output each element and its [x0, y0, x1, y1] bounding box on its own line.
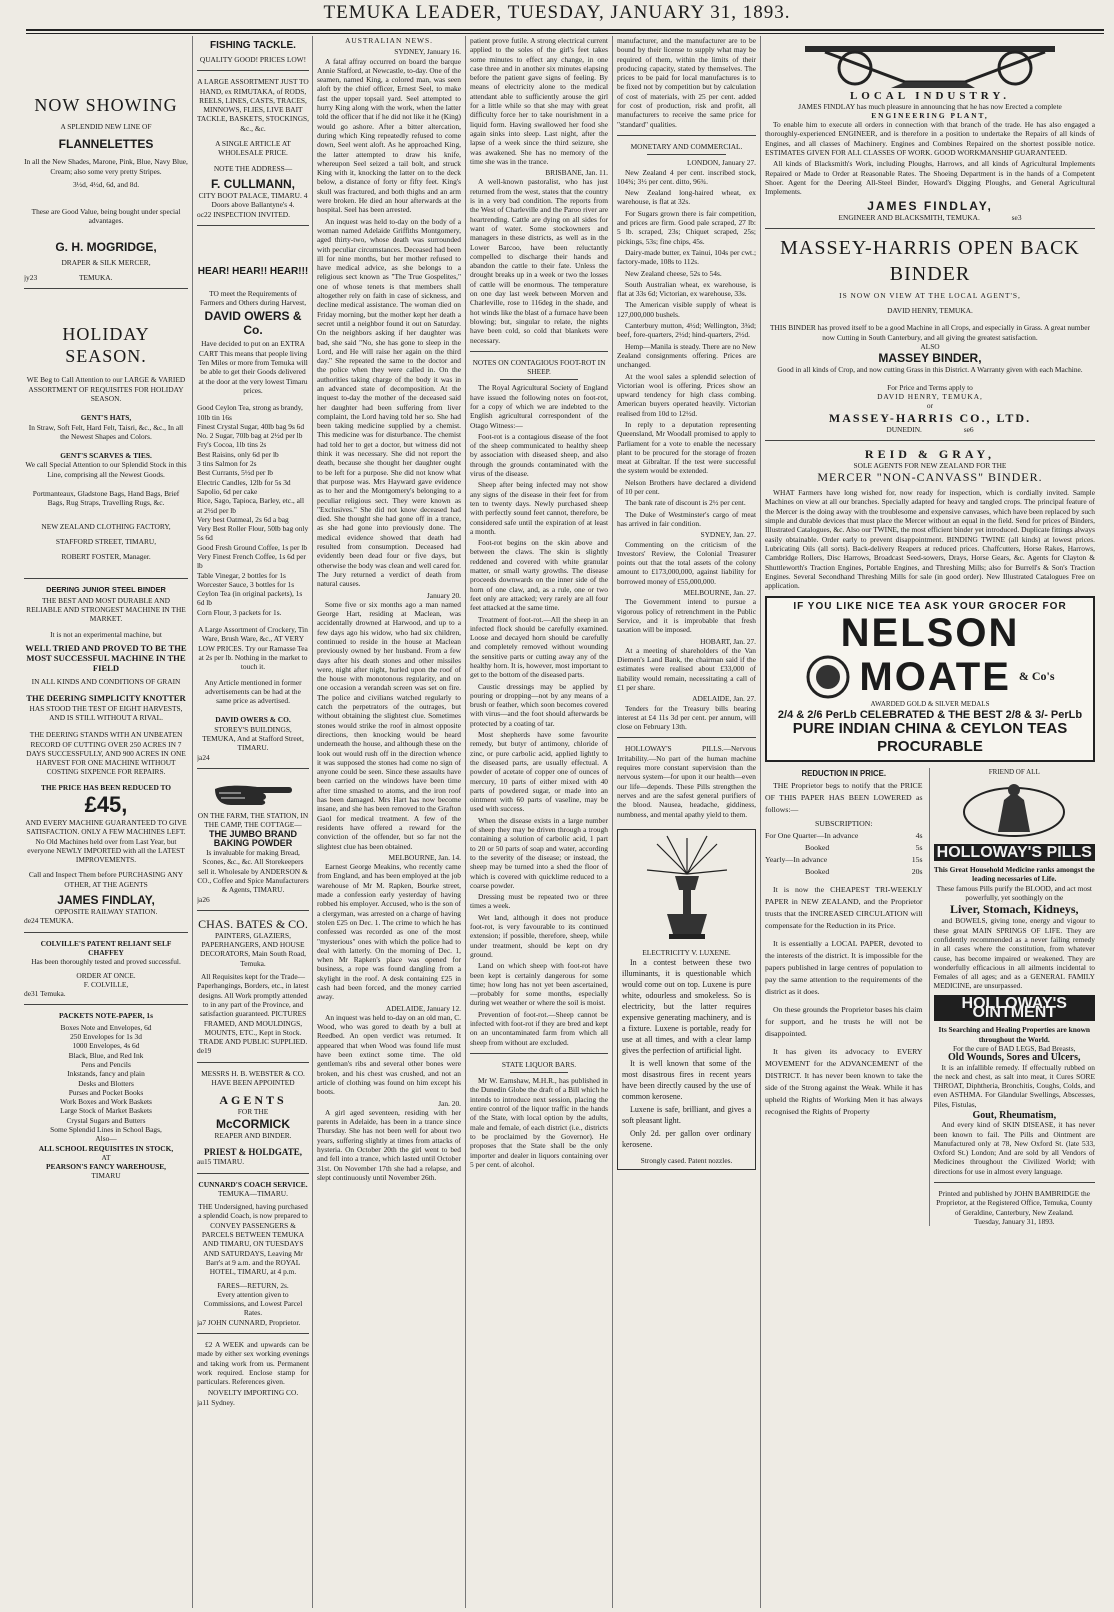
- article-paragraph: Treatment of foot-rot.—All the sheep in an infected flock should be carefully examined. Loose and decayed horn should be carefully and completely removed without wounding the sensitive parts or cutting away any of the healthy horn. It is, however, most important to get to the bottom of the diseased parts.: [470, 614, 608, 680]
- market-item: The American visible supply of wheat is 127,000,000 bushels.: [617, 300, 756, 319]
- market-item: The Government intend to pursue a vigorous policy of retrenchment in the Public Service, and it is improbable that fresh taxation will be imposed.: [617, 597, 756, 635]
- luxene-paragraph: It is well known that some of the most disastrous fires in recent years have been directly caused by the use of common kerosene.: [622, 1059, 751, 1102]
- owers-item: Very Best Roller Flour, 50lb bag only 5s 6d: [197, 524, 309, 543]
- reid-gray-heading: REID & GRAY,: [864, 446, 996, 461]
- reduction-column: [765, 768, 923, 1226]
- agents-for: FOR THE: [237, 1107, 269, 1117]
- novelty-name: NOVELTY IMPORTING CO.: [207, 1388, 299, 1398]
- massey-heading: MASSEY-HARRIS OPEN BACK BINDER: [780, 236, 1080, 285]
- findlay-address: OPPOSITE RAILWAY STATION.: [54, 907, 158, 917]
- colville-ref: de31 Temuka.: [24, 989, 66, 999]
- ointment-banner: HOLLOWAY'S OINTMENT: [934, 995, 1095, 1022]
- fishing-body: A LARGE ASSORTMENT JUST TO HAND, ex RIMUTAKA, of RODS, REELS, LINES, CASTS, TRACES, MINNOWS, FLIES, LIVE BAIT TACKLE, BASKETS, STOCKINGS, &c., &c.: [197, 77, 309, 133]
- hear-heading: HEAR! HEAR!! HEAR!!!: [197, 265, 309, 277]
- findlay-engineer-name: JAMES FINDLAY,: [867, 198, 993, 213]
- market-item: New Zealand long-haired wheat, ex warehouse, is flat at 32s.: [617, 188, 756, 207]
- packets-item: Desks and Blotters: [78, 1078, 134, 1088]
- mh-company: MASSEY-HARRIS CO., LTD.: [828, 410, 1032, 425]
- article-paragraph: An inquest was held to-day on an old man, C. Wood, who was gored to death by a bull at Reedbed. An open verdict was returned. It appeared that when Wood was found life must have been extinct some time. The old gentleman's ribs and several other bones were broken, and his chest was crushed, and not an article of clothing was found on him except his boots.: [317, 1012, 461, 1097]
- owers-item: Ceylon Tea (in original packets), 1s 6d lb: [197, 589, 303, 608]
- packets-item: 250 Envelopes for 1s 3d: [70, 1032, 142, 1042]
- mccormick-name: McCORMICK: [216, 1116, 290, 1131]
- column-rule: [612, 36, 613, 1608]
- owers2-address: STOREY'S BUILDINGS, TEMUKA, And at Stafford Street, TIMARU.: [202, 724, 304, 753]
- owers-item: Finest Crystal Sugar, 40lb bag 9s 6d: [197, 421, 305, 431]
- massey-sub: IS NOW ON VIEW AT THE LOCAL AGENT'S,: [839, 290, 1021, 300]
- packets-item: Inkstands, fancy and plain: [67, 1069, 145, 1079]
- owers-item: Very Finest French Coffee, 1s 6d per lb: [197, 551, 306, 571]
- masthead-rule-thin: [26, 33, 1104, 34]
- pills-body2: These famous Pills purify the BLOOD, and act most powerfully, yet soothingly on the: [936, 883, 1092, 903]
- reduction-heading: REDUCTION IN PRICE.: [801, 769, 886, 779]
- medal-icon: [805, 654, 851, 700]
- deering-body: THE BEST AND MOST DURABLE AND RELIABLE AND STRONGEST MACHINE IN THE MARKET.: [26, 595, 186, 624]
- colville-name: F. COLVILLE,: [83, 979, 129, 989]
- awarded-medals: AWARDED GOLD & SILVER MEDALS: [870, 699, 990, 708]
- mogridge-town: TEMUKA.: [79, 273, 113, 283]
- column-rule: [760, 36, 761, 1608]
- findlay-ref: de24 TEMUKA.: [24, 916, 74, 926]
- article-paragraph: Caustic dressings may be applied by pouring or dropping—not by any means of a brush or feather, which soon becomes covered with virus—and the foot should afterwards be protected by a coating of tar.: [470, 681, 608, 728]
- packets-item: Purses and Pocket Books: [68, 1087, 144, 1097]
- portmanteaux: Portmanteaux, Gladstone Bags, Hand Bags, Brief Bags, Rug Straps, Travelling Rugs, &c.: [32, 489, 180, 508]
- moate-row: [771, 654, 1089, 700]
- article-paragraph: The Royal Agricultural Society of England have issued the following notes on foot-rot, for a copy of which we are indebted to the English agricultural correspondent of the Otago Witness:—: [470, 383, 608, 430]
- subscription-row: [765, 842, 923, 854]
- knotter-title: THE DEERING SIMPLICITY KNOTTER: [26, 693, 186, 704]
- novelty-ref: ja11 Sydney.: [197, 1397, 235, 1407]
- market-item: Nelson Brothers have declared a dividend of 10 per cent.: [617, 477, 756, 497]
- mercer-heading: MERCER "NON-CANVASS" BINDER.: [817, 470, 1043, 485]
- packets-list: [24, 1023, 188, 1135]
- procurable: PROCURABLE: [877, 738, 983, 756]
- owers-crockery: A Large Assortment of Crockery, Tin Ware, Brush Ware, &c., AT VERY LOW PRICES. Try our Ramasse Tea at 2s per lb. Nothing in the market to touch it.: [198, 625, 308, 672]
- cunnard-fares: FARES—RETURN, 2s.: [217, 1280, 289, 1290]
- article-paragraph: patient prove futile. A strong electrical current applied to the soles of the girl's feet takes some minutes to effect any change, in one case three and in another six minutes elapsing before the patient gave signs of feeling. By means of electricity alone to the medical attendant able to sufficiently arouse the girl for a little while so that she may with great difficulty force her to take nourishment in a liquid form. Having swallowed her food she again sinks into sleep. Last night, after the lapse of a week since the third seizure, she was awakened. She has no memory of the time she was in the trance.: [470, 36, 608, 166]
- mogridge-ref: jy23: [24, 273, 38, 283]
- cullmann-name: F. CULLMANN,: [211, 176, 295, 191]
- packets-item: Work Boxes and Work Baskets: [60, 1097, 152, 1107]
- grounds-paragraph: On these grounds the Proprietor bases his claim for support, and he trusts he will not be disappointed.: [765, 1005, 923, 1039]
- dateline: BRISBANE, Jan. 11.: [545, 168, 608, 178]
- nz-address: STAFFORD STREET, TIMARU,: [55, 536, 157, 546]
- column-6: [765, 36, 1095, 1608]
- article-paragraph: manufacturer, and the manufacturer are to be bound by their license to supply what may be required of them, within the limits of their producing capacity, stated by themselves. The prices to be paid for local manufactures is to be fixed not by competition but by calculation of cost of materials, with 25 per cent. added for cost of production, risk and profit, all manufacturers to receive the same price for "standard" qualities.: [617, 36, 756, 129]
- ointment-body4: And every kind of SKIN DISEASE, it has never been known to fail. The Pills and Ointment are Manufactured only at 78, New Oxford St. (late 533, Oxford St.) London; And are sold by all Vendors of Medicines throughout the Civilized World; with directions for use in almost every language.: [933, 1120, 1095, 1176]
- column-2: [197, 36, 309, 1608]
- fishing-sub: QUALITY GOOD! PRICES LOW!: [199, 55, 307, 64]
- article-paragraph: Foot-rot is a contagious disease of the foot of the sheep communicated to healthy sheep by association with diseased sheep, and also through the grounds contaminated with the virus of the disease.: [470, 431, 608, 479]
- holloway-paragraph: HOLLOWAY'S PILLS.—Nervous Irritability.—No part of the human machine requires more constant supervision than the nervous system—for upon it our health—even our life—depends. These Pills strengthen the nerves and are the safest general purifiers of the blood. Nausea, headache, giddiness, numbness, and mental apathy yield to them.: [617, 744, 756, 819]
- owers-item: Best Currants, 5½d per lb: [197, 468, 273, 478]
- state-liquor-heading: STATE LIQUOR BARS.: [501, 1059, 577, 1069]
- moate-co: & Co's: [1018, 669, 1055, 684]
- plant-body: To enable him to execute all orders in connection with that branch of the trade. He has also engaged a thoroughly-experienced ENGINEER, and is therefore in a position to undertake the Repairs of all kinds of Engines, and all classes of Machinery. Engines and Combines Repaired on the shortest possible notice. ESTIMATES GIVEN FOR ALL CLASSES OF WORK. GOOD WORKMANSHIP GUARANTEED.: [765, 120, 1095, 158]
- dateline: Jan. 20.: [438, 1098, 461, 1108]
- local-industry-heading: LOCAL INDUSTRY.: [849, 90, 1011, 103]
- packets-also: Also—: [95, 1134, 117, 1144]
- flannel-body: In all the New Shades, Marone, Pink, Blue, Navy Blue, Cream; also some very pretty Stripes.: [24, 157, 188, 176]
- nelson-moate-ad: [765, 596, 1095, 762]
- lamp-icon: [637, 834, 737, 944]
- pearson-at: AT: [101, 1152, 111, 1162]
- column-rule: [312, 36, 313, 1608]
- footrot-heading: NOTES ON CONTAGIOUS FOOT-ROT IN SHEEP.: [472, 357, 606, 377]
- market-item: Hemp—Manila is steady. There are no New Zealand consignments offering. Prices are unchanged.: [617, 341, 756, 370]
- pills-body3: and BOWELS, giving tone, energy and vigour to these great MAIN SPRINGS OF LIFE. They are confidently recommended as a never failing remedy in all cases where the constitution, from whatever cause, has become impaired or weakened. They are wonderfully efficacious in all ailments incidental to Females of all ages; and as a GENERAL FAMILY MEDICINE, are unsurpassed.: [933, 916, 1095, 991]
- owers-name: DAVID OWERS & Co.: [204, 309, 302, 338]
- fishing-note: NOTE THE ADDRESS—: [213, 163, 293, 173]
- owers-item: Corn Flour, 3 packets for 1s.: [197, 607, 282, 617]
- pearson-town: TIMARU: [91, 1171, 121, 1181]
- flannelettes-heading: FLANNELETTES: [58, 137, 154, 152]
- masthead-rule: [26, 29, 1104, 31]
- packets-item: Some Splendid Lines in School Bags,: [50, 1125, 162, 1134]
- mogridge-name: G. H. MOGRIDGE,: [55, 239, 157, 254]
- packets-item: Pens and Pencils: [81, 1059, 131, 1069]
- jumbo-ref: ja26: [197, 894, 210, 904]
- reid-sub: SOLE AGENTS FOR NEW ZEALAND FOR THE: [853, 460, 1007, 470]
- cunnard-body: THE Undersigned, having purchased a splendid Coach, is now prepared to CONVEY PASSENGERS & PARCELS BETWEEN TEMUKA AND TIMARU, ON TUESDAYS AND SATURDAYS, Leaving Mr Barr's at 9 a.m. and the ROYAL HOTEL, TIMARU, at 4 p.m.: [198, 1202, 308, 1277]
- holloway-column: [929, 768, 1095, 1226]
- cunnard-route: TEMUKA—TIMARU.: [217, 1188, 288, 1198]
- flannel-note: These are Good Value, being bought under special advantages.: [31, 207, 181, 226]
- bates-name: CHAS. BATES & CO.: [198, 916, 308, 931]
- deering-call: Call and Inspect Them before PURCHASING ANY OTHER, AT THE AGENTS: [28, 870, 184, 889]
- owers2-ref: ja24: [197, 752, 210, 762]
- scarves-body: We call Special Attention to our Splendid Stock in this Line, comprising all the Newest Goods.: [25, 460, 187, 479]
- knotter-body: HAS STOOD THE TEST OF EIGHT HARVESTS, AND IS STILL WITHOUT A RIVAL.: [29, 703, 183, 722]
- gout-heading: Gout, Rheumatism,: [972, 1110, 1057, 1121]
- owers-item: No. 2 Sugar, 70lb bag at 2½d per lb: [197, 431, 303, 441]
- market-item: In reply to a deputation representing Queensland, Mr Woodall promised to apply to Parliament for a vote to enable the necessary plant to be procured for the storage of frozen meat at Gibraltar. If the test were successful the system would be extended.: [617, 419, 756, 476]
- market-item: The Duke of Westminster's cargo of meat has arrived in fair condition.: [617, 509, 756, 528]
- deering-stands: THE DEERING STANDS WITH AN UNBEATEN RECORD OF CUTTING OVER 250 ACRES IN 7 DAYS SUCCESSFULLY, AND 900 ACRES IN ONE HARVEST FOR ONE MACHINE WITHOUT COSTING SIXPENCE FOR REPAIRS.: [26, 730, 186, 777]
- owers-item: Table Vinegar, 2 bottles for 1s: [197, 570, 286, 580]
- lamp-illustration: [622, 834, 751, 944]
- luxene-footer: Strongly cased. Patent nozzles.: [640, 1156, 733, 1166]
- bottom-split: [765, 768, 1095, 1226]
- owers-item: Fry's Cocoa, 1lb tins 2s: [197, 440, 267, 450]
- plough-icon: [765, 36, 1095, 90]
- article-paragraph: Sheep after being infected may not show any signs of the disease in their feet for from ten to twenty days. Newly purchased sheep with perfectly sound feet cannot, therefore, be considered safe until the expiration of at least a month.: [470, 480, 608, 536]
- cunnard-note: Every attention given to Commissions, and Lowest Parcel Rates.: [203, 1289, 303, 1318]
- market-item: Canterbury mutton, 4½d; Wellington, 3¾d; beef, fore-quarters, 2½d; hind-quarters, 2½d.: [617, 321, 756, 340]
- colville-order: ORDER AT ONCE.: [76, 970, 136, 980]
- two-pound-ad: £2 A WEEK and upwards can be made by either sex working evenings and taking work from us. Permanent work required. Enclose stamp for particulars. References given.: [197, 1339, 309, 1387]
- deering-guarantee: AND EVERY MACHINE GUARANTEED TO GIVE SATISFACTION. ONLY A FEW MACHINES LEFT. No Old Machines held over from Last Year, but everyone NEWLY IMPORTED with all the LATEST IMPROVEMENTS.: [25, 817, 187, 865]
- owers-body: Have decided to put on an EXTRA CART This means that people living Ten Miles or more from Temuka will be able to get their Goods delivered at the door at the very lowest Timaru prices.: [198, 339, 308, 395]
- ointment-body: Its Searching and Healing Properties are known throughout the World.: [938, 1025, 1091, 1044]
- australian-news-heading: AUSTRALIAN NEWS.: [345, 36, 433, 45]
- article-paragraph: Most shepherds have some favourite remedy, but butyr of antimony, chloride of zinc, or pure carbolic acid, applied lightly to the diseased parts, are usually effectual. A powder of acetate of copper one of ounces of mercury, 10 parts of either mixed with 40 parts of powdered sugar, or made into an ointment with 60 parts of vaseline, may be used with success.: [470, 730, 608, 814]
- cullmann-address: CITY BOOT PALACE, TIMARU. 4 Doors above Ballantyne's 4.: [198, 190, 308, 210]
- subscription-row: [765, 854, 923, 866]
- tea-banner: IF YOU LIKE NICE TEA ASK YOUR GROCER FOR: [793, 601, 1067, 613]
- dateline: ADELAIDE, Jan. 27.: [692, 694, 756, 704]
- colville-body: Has been thoroughly tested and proved successful.: [31, 957, 181, 967]
- deering-tried: WELL TRIED AND PROVED TO BE THE MOST SUCCESSFUL MACHINE IN THE FIELD: [25, 643, 187, 674]
- column-5: [617, 36, 756, 1608]
- findlay-engineer-trade: ENGINEER AND BLACKSMITH, TEMUKA.: [838, 212, 980, 222]
- article-paragraph: A fatal affray occurred on board the barque Annie Stafford, at Newcastle, to-day. One of the seamen, named King, a colored man, was seen aloft by the chief officer, Ernest Seel, to make fast the upper topsail yard. Seel attempted to hurry King along with the work, when the latter told the officer that if he did not like it he (King) would go ashore. After a bitter altercation, during which King repeatedly refused to come down, Seel went aloft. As he approached King, the latter attempted to draw his knife, whereupon Seel seized a tail bolt, and struck King with it, knocking the latter on to the deck below, a distance of forty or fifty feet. King's skull was fractured, and both thighs and an arm were broken. He died an hour afterwards at the hospital. Seel has been arrested.: [317, 56, 461, 215]
- owers-item: 3 tins Salmon for 2s: [197, 459, 257, 469]
- market-item: At a meeting of shareholders of the Van Diemen's Land Bank, the chairman said if the estimates were realised about £33,000 of liability would remain, necessitating a call of £1 per share.: [617, 645, 756, 692]
- bates-ref: de19: [197, 1046, 212, 1056]
- owers-item: Rice, Sago, Tapioca, Barley, etc., all at 2½d per lb: [197, 496, 305, 515]
- masthead: TEMUKA LEADER, TUESDAY, JANUARY 31, 1893.: [323, 2, 791, 23]
- pure-teas: PURE INDIAN CHINA & CEYLON TEAS: [792, 720, 1068, 738]
- column-rule: [465, 36, 466, 1608]
- article-paragraph: Mr W. Earnshaw, M.H.R., has published in the Dunedin Globe the draft of a Bill which he intends to introduce next session, placing the entire control of the liquor traffic in the hands of the State, with local option by the adults, male and female, of each district (i.e., districts to be proclaimed by the Governor). He proposes that the State shall be the only importer and dealer in liquors containing over 5 per cent. of alcohol.: [470, 1076, 608, 1169]
- article-paragraph: Earnest George Meakins, who recently came from England, and has been employed at the job warehouse of Mr M. Rapken, Bourke street, made a confession early yesterday of having robbed his employer. Accused, who is the son of a clergyman, was arrested on a charge of having stolen £25 on Dec. 1. The crime to which he has confessed was recorded as one of the most "mysterious" ones with which the police had to deal with latterly. On the morning of Dec. 1, when Mr Rapken's place was opened for business, a rope was found dangling from a skylight in the roof. A desk containing £25 in cash had been forced, and the money carried away.: [317, 862, 461, 1002]
- column-3: [317, 36, 461, 1608]
- dunedin-label: DUNEDIN.: [886, 424, 922, 434]
- massey-body: THIS BINDER has proved itself to be a good Machine in all Crops, and especially in Grass. A great number now Cutting in South Canterbury, and all giving the greatest satisfaction.: [770, 323, 1090, 342]
- article-paragraph: Some five or six months ago a man named George Hart, residing at Maclean, was accidentally drowned at Harwood, and up to a few days ago his widow, who had six children, continued to reside in the house at Maclean previously owned by her husband. From a few days after his death stones and other missiles were, night after night, hurled upon the roof of the house with monotonous regularity, and on one occasion a verandah screen was set on fire. The police and civilians watched regularly to catch the perpetrators of the outrages, but without obtaining the slightest clue. Sometimes stones would strike the roof in almost opposite directions, then knocking would be heard underneath the house, and although these on the look out would rush off in the direction whence it was supposed the stones had come no sign of anyone could be seen. Since these assaults have been carried on the windows have been time after time smashed to atoms, and the iron roof has been damaged. Mrs Hart has now become insane, and she has been removed to the Grafton Gaol for medical treatment. A few of the residents have offered a reward for the conviction of the offender, but so far not the slightest clue has been obtained.: [317, 599, 461, 851]
- pearson-name: PEARSON'S FANCY WAREHOUSE,: [46, 1162, 166, 1172]
- packets-item: Crystal Sugars and Butters: [66, 1115, 146, 1125]
- massey-binder-body: Good in all kinds of Crop, and now cutting Grass in this District. A Warranty given with each Machine.: [777, 365, 1083, 375]
- printed-by: Printed and published by JOHN BAMBRIDGE the Proprietor, at the Registered Office, Temuka, County of Geraldine, Canterbury, New Zealand.: [936, 1189, 1093, 1217]
- hats-title: GENT'S HATS,: [80, 413, 132, 423]
- bates-body: All Requisites kept for the Trade—Paperhangings, Borders, etc., in latest designs. All Work promptly attended to in any part of the Province, and satisfaction guaranteed. PICTURES FRAMED, AND MOULDINGS, MOUNTS, ETC., Kept in Stock. TRADE AND PUBLIC SUPPLIED.: [197, 972, 309, 1047]
- flannel-intro: A SPLENDID NEW LINE OF: [60, 122, 152, 131]
- also-label: ALSO: [920, 342, 940, 352]
- school-requisites: ALL SCHOOL REQUISITES IN STOCK,: [38, 1143, 174, 1153]
- subscription-value: 20s: [911, 867, 923, 877]
- colville-title: COLVILLE'S PATENT RELIANT SELF CHAFFEY: [40, 938, 172, 957]
- subscription-label: Booked: [805, 867, 830, 877]
- fishing-heading: FISHING TACKLE.: [210, 40, 296, 51]
- market-item: At the wool sales a splendid selection of Victorian wool is offering. Prices show an upward tendency for high class combing. American buyers operated heavily. Victorian realised from 10d to 12½d.: [617, 371, 756, 418]
- owers-item: Good Ceylon Tea, strong as brandy, 10lb tin 16s: [197, 403, 303, 422]
- article-paragraph: When the disease exists in a large number of sheep they may be driven through a trough containing a solution of carbolic acid, 1 part to 20 or 50 parts of soap and water, according to the severity of the disease; or instead, the sheep may be turned into a shed the floor of which is covered with quicklime reduced to a coarse powder.: [470, 815, 608, 890]
- luxene-heading: ELECTRICITY V. LUXENE.: [642, 947, 731, 957]
- agents-heading: AGENTS: [219, 1093, 287, 1108]
- packets-item: Large Stock of Market Baskets: [60, 1106, 152, 1116]
- column-1: [24, 36, 188, 1608]
- massey-binder-name: MASSEY BINDER,: [878, 351, 982, 366]
- market-item: New Zealand cheese, 52s to 54s.: [625, 268, 722, 278]
- article-paragraph: Land on which sheep with foot-rot have been kept is certainly dangerous for some time; how long has not yet been ascertained,—probably for some months, especially during wet weather or where the soil is moist.: [470, 961, 608, 1008]
- owers-item: Good Fresh Ground Coffee, 1s per lb: [197, 542, 308, 552]
- jumbo-intro: ON THE FARM, THE STATION, IN THE CAMP, THE COTTAGE—: [197, 810, 309, 830]
- luxene-paragraph: In a contest between these two illuminants, it is questionable which would come out on top. Luxene is pure white, odourless and smokeless. So is electricity, but the latter requires expensive generating machinery, and is a fixture. Luxene is portable, ready for use at all times, and with a clear lamp gives the perfection of artificial light.: [622, 958, 751, 1056]
- market-item: South Australian wheat, ex warehouse, is flat at 33s 6d; Victorian, ex warehouse, 33s.: [617, 279, 756, 299]
- hats-body: In Straw, Soft Felt, Hard Felt, Taisri, &c., &c., In all the Newest Shapes and Colors.: [28, 422, 184, 441]
- priest-ref: au15 TIMARU.: [197, 1157, 245, 1167]
- holiday-body: WE Beg to Call Attention to our LARGE & VARIED ASSORTMENT OF REQUISITES FOR HOLIDAY SEASON.: [26, 375, 186, 403]
- holloway-emblem-icon: [934, 778, 1094, 838]
- dateline: LONDON, January 27.: [687, 158, 756, 168]
- henry-name: DAVID HENRY, TEMUKA.: [887, 306, 973, 316]
- fishing-single: A SINGLE ARTICLE AT WHOLESALE PRICE.: [215, 139, 291, 158]
- mogridge-trade: DRAPER & SILK MERCER,: [61, 257, 151, 267]
- local-paper-paragraph: It is essentially a LOCAL PAPER, devoted to the interests of the district. It is impossible for the papers published in large centres of population to pay the same attention to the requirements of the district as it does.: [765, 939, 923, 997]
- cunnard-title: CUNNARD'S COACH SERVICE.: [198, 1179, 308, 1189]
- owers-price-list: [197, 403, 309, 617]
- subscription-value: 5s: [915, 843, 923, 853]
- deering-note: It is not an experimental machine, but: [50, 629, 162, 639]
- bates-trade: PAINTERS, GLAZIERS, PAPERHANGERS, AND HOUSE DECORATORS, Main South Road, Temuka.: [199, 930, 306, 968]
- jumbo-title: THE JUMBO BRAND BAKING POWDER: [208, 828, 297, 848]
- holiday-heading: HOLIDAY SEASON.: [62, 324, 150, 367]
- column-rule: [192, 36, 193, 1608]
- dateline: MELBOURNE, Jan. 27.: [683, 588, 756, 598]
- celebrated-line: 2/4 & 2/6 PerLb CELEBRATED & THE BEST 2/8 & 3/- PerLb: [777, 708, 1083, 721]
- plant-body2: All kinds of Blacksmith's Work, including Ploughs, Harrows, and all kinds of Agricultural Implements Repaired or Made to Order at Reasonable Rates. The Shoeing Department is in the hands of a Competent Shoer. Agent for the Deering All-Steel Binder, Howard's Digging Ploughs, and General Agricultural Implements.: [765, 159, 1095, 197]
- jumbo-body: Is invaluable for making Bread, Scones, &c., &c. All Storekeepers sell it. Wholesale by ANDERSON & CO., Coffee and Spice Manufacturers & Agents, TIMARU.: [197, 848, 309, 895]
- dateline: SYDNEY, January 16.: [394, 47, 461, 57]
- dateline: January 20.: [426, 590, 461, 600]
- liver-heading: Liver, Stomach, Kidneys,: [949, 902, 1079, 917]
- mercer-body: WHAT Farmers have long wished for, now ready for inspection, which is cordially invited. Sample Machines on view at all our branches. Specially adapted for heavy and tangled crops. The principal feature of the Mercer is the doing away with the troublesome and expensive canvases, which have been replaced by such simple and durable devices that must place the Mercer without an equal in the field. Send for prices of Binders, Illustrated Catalogues, &c. Also our TWINE, the most efficient binder yet introduced. Duplicate fittings always easily obtainable. Order early to prevent disappointment. BINDING TWINE (all kinds) at lowest prices. Lubricating Oils (all sorts). Back-delivery Reapers at reduced prices. Chaffcutters, Horse Rakes, Harrows, Cambridge Rollers, Disc Harrows, Broadcast Seed-sowers, Drays, Horse Gears, &c. Agents for Clayton & Shuttleworth's Traction Engines, Portable Engines, and Threshing Mills; also for Burrell's & Son's Traction Engines. Several Secondhand Threshing Mills for sale (in good order). New Illustrated Catalogues Free on application.: [765, 488, 1095, 591]
- packets-title: PACKETS NOTE-PAPER, 1s: [59, 1011, 153, 1021]
- findlay-name: JAMES FINDLAY,: [57, 893, 155, 908]
- subscription-label: Booked: [805, 843, 830, 853]
- or-label: or: [926, 401, 934, 411]
- priest-name: PRIEST & HOLDGATE,: [204, 1146, 302, 1157]
- henry2-name: DAVID HENRY, TEMUKA,: [877, 391, 983, 401]
- pointing-hand-icon: [211, 775, 295, 809]
- pills-banner: HOLLOWAY'S PILLS: [934, 844, 1095, 861]
- deering-price: £45,: [84, 791, 128, 817]
- pills-body: This Great Household Medicine ranks amongst the leading necessaries of Life.: [933, 865, 1095, 884]
- moate-name: MOATE: [859, 654, 1011, 699]
- article-paragraph: Dressing must be repeated two or three times a week.: [470, 892, 608, 911]
- findlay-engineer-sub: [765, 213, 1095, 222]
- reduction-body: THE Proprietor begs to notify that the PRICE OF THIS PAPER HAS BEEN LOWERED as follows:—: [765, 781, 923, 815]
- packets-item: 1000 Envelopes, 4s 6d: [72, 1041, 140, 1051]
- owers-item: Best Raisins, only 6d per lb: [197, 449, 279, 459]
- scarves-title: GENT'S SCARVES & TIES.: [60, 451, 152, 461]
- dateline: SYDNEY, Jan. 27.: [700, 530, 756, 540]
- support-paragraph: It has given its advocacy to EVERY MOVEMENT for the ADVANCEMENT of the DISTRICT. It has never been known to take the side of the Strong against the Weak. While it has upheld the Rights of Working Men it has always recognised the Rights of Property: [765, 1047, 923, 1117]
- nelson-name: NELSON: [840, 610, 1020, 655]
- subscription-value: 15s: [911, 855, 923, 865]
- owers-item: Very best Oatmeal, 2s 6d a bag: [197, 514, 289, 524]
- ointment-body3: It is an infallible remedy. If effectually rubbed on the neck and chest, as salt into meat, it Cures SORE THROAT, Diphtheria, Bronchitis, Coughs, Colds, and even ASTHMA. For Glandular Swellings, Abscesses, Piles, Fistulas,: [933, 1062, 1095, 1109]
- dunedin-footer: [765, 425, 1095, 434]
- deering-title: DEERING JUNIOR STEEL BINDER: [46, 584, 166, 594]
- market-item: Tenders for the Treasury bills bearing interest at £4 11s 3d per cent. per annum, will close on February 13th.: [617, 703, 756, 732]
- market-item: New Zealand 4 per cent. inscribed stock, 104¾; 3½ per cent. ditto, 96¾.: [617, 167, 756, 186]
- nz-clothing: NEW ZEALAND CLOTHING FACTORY,: [41, 521, 171, 531]
- now-showing-heading: NOW SHOWING: [34, 95, 178, 115]
- cheapest-paragraph: It is now the CHEAPEST TRI-WEEKLY PAPER in NEW ZEALAND, and the Proprietor trusts that the INCREASED CIRCULATION will compensate for the Reduction in its Price.: [765, 885, 923, 931]
- article-paragraph: A well-known pastoralist, who has just returned from the west, states that the country is in a very bad condition. The reports from the West of Charleville and the Paroo river are heartrending. Cattle are dying on all sides for want of water. Some stockowners and managers in these districts, as well as in the Lower Barcoo, have been reluctantly compelled to discharge their hands and abandon the cattle to their fate. Unless the drought breaks up in a week or two the losses of cattle will be enormous. The temperature on one day last week between Morven and Charleville, rose to 116deg in the shade, and hot winds like the blast of a furnace have been blowing; but, singular to relate, the nights have been cold, so cold that blankets were necessary.: [470, 177, 608, 345]
- price-reduced: THE PRICE HAS BEEN REDUCED TO: [40, 782, 172, 792]
- ointment-body2: For the cure of BAD LEGS, Bad Breasts,: [952, 1043, 1076, 1053]
- article-paragraph: An inquest was held to-day on the body of a woman named Adelaide Griffiths Montgomery, aged thirty-two, whose death was surrounded with peculiar circumstances. Deceased had been ill for nine months, but her mother refused to have medical advice, as she belongs to a religious sect known as "The True Gospelites," one of whose tenets is that members shall altogether rely on faith in case of sickness, and decline medical assistance. The woman died on Friday morning, but the mother kept her death a secret until a neighbor found it out on Saturday. On the neighbors asking if her daughter was bad, she said "No, she has gone to sleep in the Lord, and He will raise her again on the third day." She repeated the same to the doctor and the police when they were called in. On the authorities taking charge of the body it was in an advanced state of decomposition. At the inquest to-day the mother of the deceased said her daughter had been suffering from liver complaint, the Lord having told her so. She had been taking medicine supplied by a chemist. This medicine was for disturbance. The chemist had told her to get a doctor, but witness did not think it was necessary. She did not report the death, because she thought her daughter ought to be left for a purpose. She did not know what that purpose was. Mrs Hayward gave evidence as to her and the Montgomery's belonging to a peculiar religious sect. They were known as "Exclusives." She did not know deceased had died. She thought she had gone off in a trance, as she had gone into previously done. The medical evidence showed that death had resulted from consumption. Deceased had evidently been dead four or five days, but otherwise the body was clean and well cared for. The Jury returned a verdict of death from natural causes.: [317, 216, 461, 589]
- subscription-row: [765, 866, 923, 878]
- cullmann-ref: oc22 INSPECTION INVITED.: [197, 209, 290, 219]
- cunnard-ref: ja7 JOHN CUNNARD, Proprietor.: [197, 1317, 301, 1327]
- luxene-paragraph: Only 2d. per gallon over ordinary kerosene.: [622, 1129, 751, 1150]
- dateline: ADELAIDE, January 12.: [385, 1003, 461, 1013]
- luxene-ad: [617, 829, 756, 1171]
- mogridge-footer: [24, 273, 188, 282]
- article-paragraph: Foot-rot begins on the skin above and between the claws. The skin is slightly reddened and covered with white granular matter, or small warty growths. The disease proceeds downwards on the inner side of the horn of one claw, and, as a rule, one or two feet only are attacked; very rarely are all four feet attacked at the same time.: [470, 538, 608, 613]
- nz-manager: ROBERT FOSTER, Manager.: [61, 552, 151, 562]
- market-item: Commenting on the criticism of the Investors' Review, the Colonial Treasurer points out that the total assets of the colony amount to £173,000,000, against liability for borrowed money of £55,000,000.: [617, 539, 756, 586]
- dateline: HOBART, Jan. 27.: [700, 636, 756, 646]
- article-paragraph: Wet land, although it does not produce foot-rot, is very favourable to its continued extension; if possible, therefore, sheep, while under treatment, should be kept on dry ground.: [470, 912, 608, 959]
- local-body: JAMES FINDLAY has much pleasure in announcing that he has now Erected a complete: [798, 101, 1062, 111]
- printed-date: Tuesday, January 31, 1893.: [973, 1216, 1055, 1226]
- findlay-engineer-ref: se3: [1011, 212, 1022, 222]
- article-paragraph: Prevention of foot-rot.—Sheep cannot be infected with foot-rot if they are bred and kept on an uncontaminated farm from which all sheep from without are excluded.: [470, 1009, 608, 1047]
- flannel-prices: 3½d, 4½d, 6d, and 8d.: [72, 179, 140, 189]
- owers-item: Sapolio, 6d per cake: [197, 486, 258, 496]
- subscription-value: 4s: [915, 831, 923, 841]
- engineering-plant: ENGINEERING PLANT,: [871, 110, 989, 120]
- old-wounds: Old Wounds, Sores and Ulcers,: [948, 1052, 1081, 1064]
- article-paragraph: A girl aged seventeen, residing with her parents in Adelaide, has been in a trance since Thursday. She has not been well for about two years, suffering slightly at times from attacks of hysteria. On October 20th the girl went to bed and fell into a trance, which lasted until October 31st. On November 17th she had a relapse, and slept continuously until November 26th.: [317, 1107, 461, 1182]
- hear-body: TO meet the Requirements of Farmers and Others during Harvest,: [199, 288, 307, 308]
- packets-item: Boxes Note and Envelopes, 6d: [60, 1022, 152, 1032]
- column-4: [470, 36, 608, 1608]
- subscription-label: SUBSCRIPTION:: [814, 819, 873, 829]
- owers-item: Electric Candles, 12lb for 5s 3d: [197, 477, 291, 487]
- subscription-label: For One Quarter—In advance: [765, 831, 859, 841]
- monetary-heading: MONETARY AND COMMERCIAL.: [630, 141, 743, 151]
- dunedin-ref: se6: [963, 424, 974, 434]
- owers2-name: DAVID OWERS & CO.: [215, 715, 291, 725]
- market-item: For Sugars grown there is fair competition, and prices are firm. Good pale scraped, 27 lb: 5 lb. scraped, 23s; Chiquet scraped, 25s; pickings, 53s; fine chips, 45s.: [617, 208, 756, 246]
- dateline: MELBOURNE, Jan. 14.: [388, 852, 461, 862]
- mccormick-sub: REAPER AND BINDER.: [214, 1130, 292, 1140]
- friend-label: FRIEND OF ALL: [988, 768, 1040, 777]
- market-item: The bank rate of discount is 2½ per cent.: [625, 498, 746, 508]
- luxene-paragraph: Luxene is safe, brilliant, and gives a soft pleasant light.: [622, 1105, 751, 1126]
- subscription-row: [765, 830, 923, 842]
- market-item: Dairy-made butter, ex Tainui, 104s per cwt.; factory-made, 108s to 112s.: [617, 247, 756, 267]
- owers-item: Worcester Sauce, 3 bottles for 1s: [197, 579, 295, 589]
- webster-notice: MESSRS H. B. WEBSTER & CO. HAVE BEEN APPOINTED: [201, 1068, 305, 1088]
- subscription-label: Yearly—In advance: [765, 855, 828, 865]
- owers-any: Any Article mentioned in former advertisements can be had at the same price as advertised.: [204, 677, 302, 706]
- deering-kinds: IN ALL KINDS AND CONDITIONS OF GRAIN: [31, 677, 181, 687]
- terms-label: For Price and Terms apply to: [887, 382, 973, 392]
- packets-item: Black, Blue, and Red Ink: [68, 1050, 144, 1060]
